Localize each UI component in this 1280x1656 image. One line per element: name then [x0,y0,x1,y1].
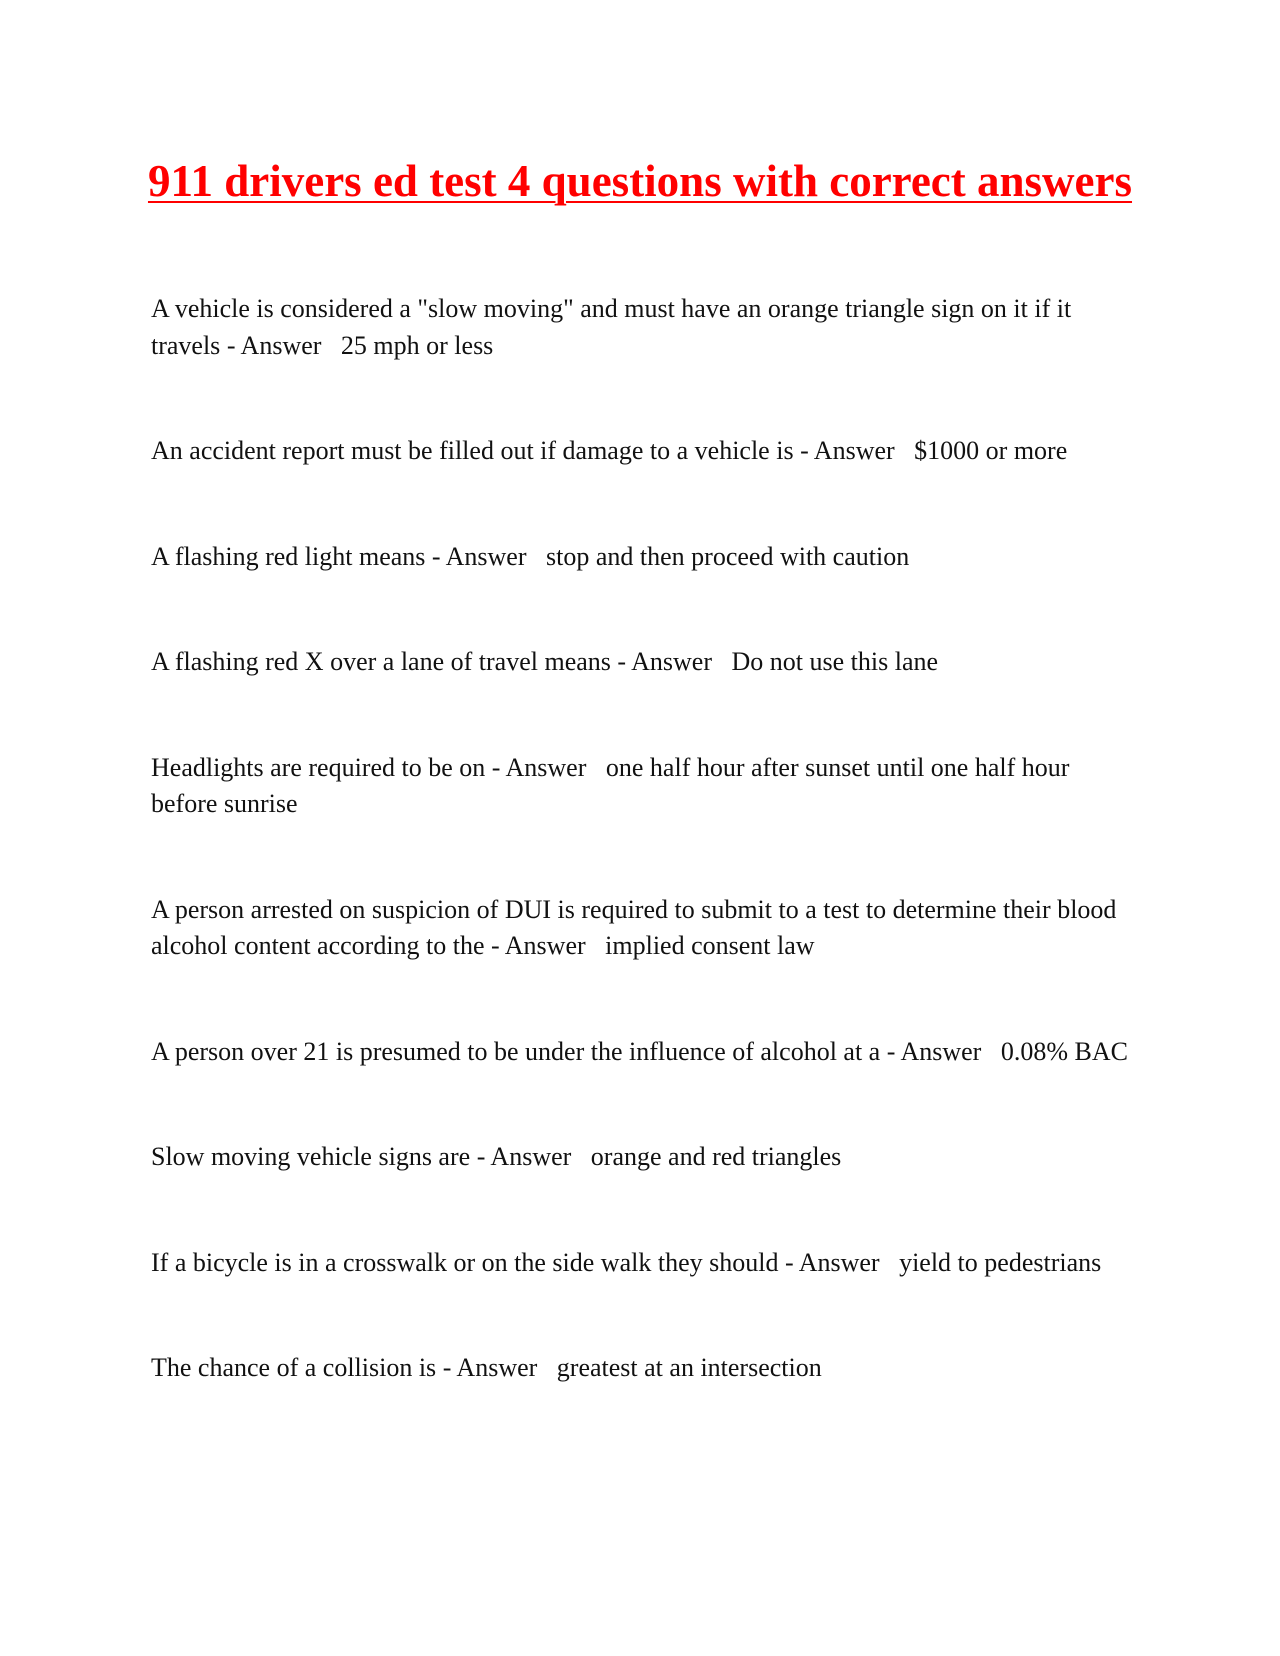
answer-text: 25 mph or less [340,330,494,360]
separator: - [484,931,505,960]
document-title: 911 drivers ed test 4 questions with correct answers [147,156,1133,206]
answer-label: Answer [504,931,586,960]
question-text: The chance of a collision is [151,1353,437,1382]
question-text: A vehicle is considered a "slow moving" and must have an orange triangle sign on it if it travels [151,294,1078,360]
qa-item [151,750,1141,823]
separator: - [425,541,446,571]
answer-text: Do not use this lane [731,647,939,676]
qa-item [151,291,1141,364]
separator: - [485,752,506,782]
qa-item [151,539,1141,576]
qa-item [151,1034,1141,1071]
qa-item [151,1139,1141,1176]
spacer [586,753,606,782]
question-text: A flashing red X over a lane of travel means [151,647,611,676]
answer-label: Answer [445,541,527,571]
answer-label: Answer [240,330,322,360]
qa-item [151,644,1141,681]
spacer [981,1037,1001,1066]
separator: - [880,1036,901,1066]
answer-text: one half hour after sunset until one half hour before sunrise [151,752,1076,818]
separator: - [436,1353,457,1382]
answer-text: 0.08% BAC [1000,1036,1128,1066]
answer-text: yield to pedestrians [899,1247,1102,1277]
question-text: A person arrested on suspicion of DUI is required to submit to a test to determine their blood alcohol content according to the [151,894,1123,960]
separator: - [220,330,241,360]
qa-item [151,433,1141,470]
answer-label: Answer [456,1353,538,1382]
answer-label: Answer [813,436,895,465]
spacer [527,542,547,571]
question-text: Slow moving vehicle signs are [151,1142,471,1171]
answer-text: greatest at an intersection [556,1353,822,1382]
answer-label: Answer [631,647,712,676]
separator: - [778,1247,799,1277]
separator: - [793,436,814,465]
question-text: Headlights are required to be on [151,752,486,782]
question-text: An accident report must be filled out if damage to a vehicle is [151,436,794,465]
spacer [321,331,341,360]
answer-text: $1000 or more [914,436,1068,465]
question-text: A flashing red light means [151,541,426,571]
answer-label: Answer [798,1247,880,1277]
answer-label: Answer [900,1036,982,1066]
qa-item [151,892,1141,965]
spacer [537,1353,557,1382]
qa-list [151,291,1141,1456]
separator: - [610,647,632,676]
spacer [586,931,606,960]
answer-text: implied consent law [605,931,815,960]
separator: - [470,1142,491,1171]
question-text: If a bicycle is in a crosswalk or on the side walk they should [151,1247,779,1277]
qa-item [151,1245,1141,1282]
spacer [895,436,915,465]
spacer [712,647,732,676]
answer-text: orange and red triangles [590,1142,842,1171]
answer-label: Answer [490,1142,572,1171]
answer-label: Answer [505,752,587,782]
answer-text: stop and then proceed with caution [546,541,910,571]
qa-item [151,1350,1141,1387]
spacer [571,1142,591,1171]
spacer [880,1248,900,1277]
question-text: A person over 21 is presumed to be under the influence of alcohol at a [151,1036,881,1066]
